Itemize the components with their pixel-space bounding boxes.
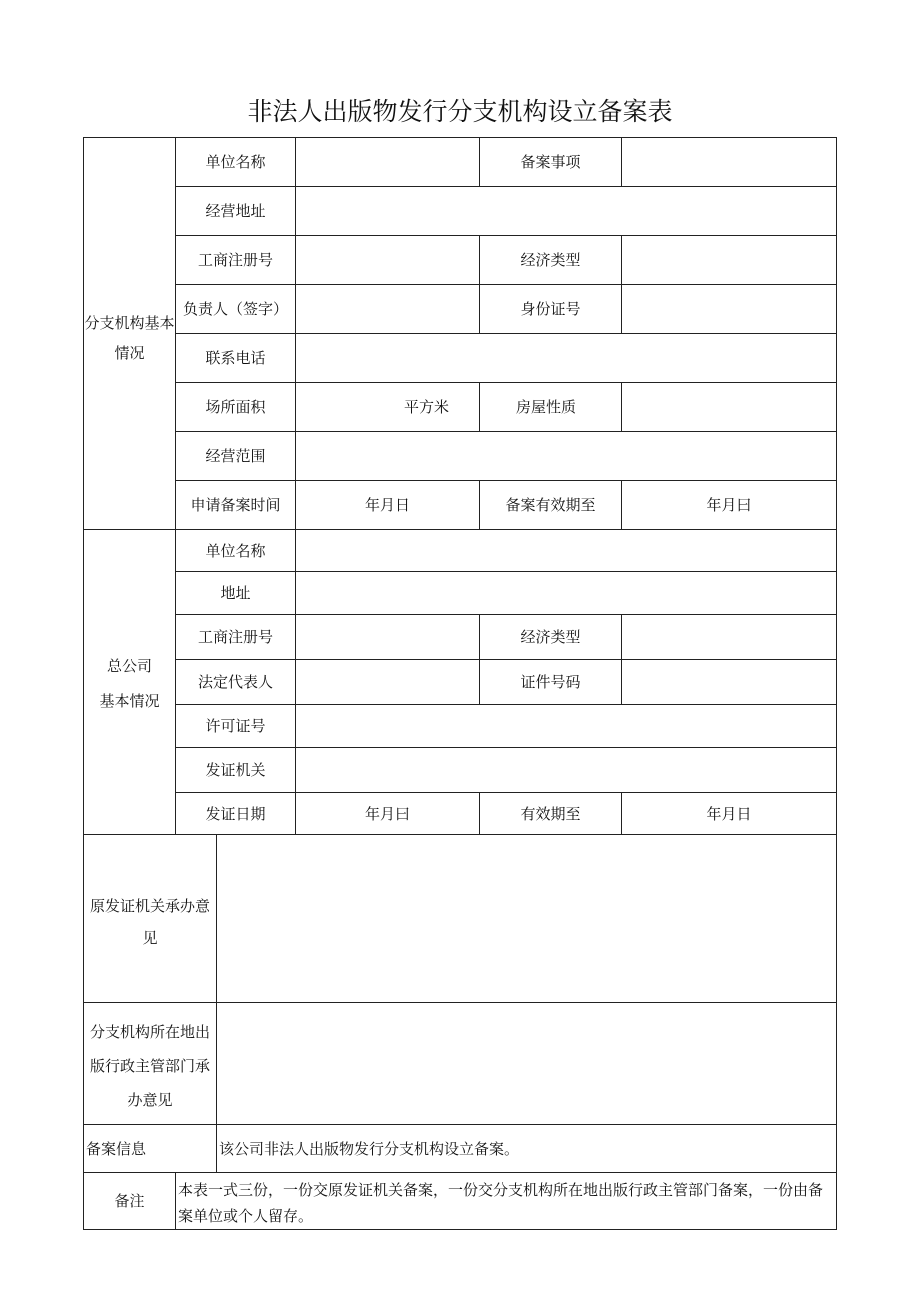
cert-no-field[interactable] (622, 660, 836, 704)
hq-address-field[interactable] (296, 572, 836, 614)
hq-reg-no-field[interactable] (296, 615, 479, 659)
original-issuer-opinion-field[interactable] (217, 835, 836, 1002)
branch-econ-type-label: 经济类型 (520, 251, 581, 269)
hq-section-label-line2: 基本情况 (99, 692, 160, 710)
filing-info-label: 备案信息 (86, 1139, 147, 1158)
business-address-label: 经营地址 (205, 202, 266, 220)
filing-item-field[interactable] (622, 138, 836, 186)
hq-unit-name-field[interactable] (296, 530, 836, 571)
local-authority-opinion-field[interactable] (217, 1003, 836, 1124)
original-issuer-opinion-label: 原发证机关承办意见 (89, 897, 210, 947)
filing-info-text: 该公司非法人出版物发行分支机构设立备案。 (219, 1139, 520, 1158)
hq-valid-until-label: 有效期至 (520, 804, 581, 823)
filing-item-label: 备案事项 (520, 153, 581, 171)
phone-label: 联系电话 (205, 349, 266, 367)
branch-reg-no-field[interactable] (296, 236, 479, 284)
phone-field[interactable] (296, 334, 836, 382)
business-scope-label: 经营范围 (205, 447, 266, 465)
branch-reg-no-label: 工商注册号 (197, 251, 273, 269)
branch-econ-type-field[interactable] (622, 236, 836, 284)
filing-valid-date-field[interactable]: 年月曰 (706, 496, 752, 514)
branch-section-label: 分支机构基本情况 (84, 314, 175, 362)
issuer-field[interactable] (296, 748, 836, 792)
hq-section-label-line1: 总公司 (106, 657, 152, 675)
hq-reg-no-label: 工商注册号 (197, 628, 273, 646)
cert-no-label: 证件号码 (520, 673, 581, 691)
license-no-field[interactable] (296, 705, 836, 747)
filing-valid-until-label: 备案有效期至 (505, 496, 596, 514)
issue-date-label: 发证日期 (205, 804, 266, 823)
house-nature-field[interactable] (622, 383, 836, 431)
business-scope-field[interactable] (296, 432, 836, 480)
id-number-field[interactable] (622, 285, 836, 333)
apply-date-field[interactable]: 年月日 (364, 496, 410, 514)
branch-unit-name-label: 单位名称 (205, 153, 266, 171)
legal-rep-label: 法定代表人 (197, 673, 273, 691)
id-number-label: 身份证号 (520, 300, 581, 318)
form-title: 非法人出版物发行分支机构设立备案表 (247, 97, 673, 126)
local-authority-opinion-label: 分支机构所在地出版行政主管部门承办意见 (89, 1023, 210, 1109)
area-label: 场所面积 (205, 398, 266, 416)
area-unit[interactable]: 平方米 (403, 398, 449, 416)
branch-unit-name-field[interactable] (296, 138, 479, 186)
house-nature-label: 房屋性质 (516, 398, 577, 416)
hq-unit-name-label: 单位名称 (205, 541, 266, 560)
hq-econ-type-field[interactable] (622, 615, 836, 659)
apply-time-label: 申请备案时间 (190, 496, 281, 514)
responsible-person-label: 负责人（签字） (182, 300, 288, 318)
issue-date-field[interactable]: 年月曰 (364, 804, 410, 823)
hq-econ-type-label: 经济类型 (520, 628, 581, 646)
issuer-label: 发证机关 (205, 761, 266, 779)
hq-address-label: 地址 (220, 584, 251, 602)
remarks-text: 本表一式三份，一份交原发证机关备案，一份交分支机构所在地出版行政主管部门备案，一份由备案单位或个人留存。 (178, 1181, 824, 1225)
legal-rep-field[interactable] (296, 660, 479, 704)
remarks-label: 备注 (114, 1192, 145, 1210)
responsible-person-field[interactable] (296, 285, 479, 333)
business-address-field[interactable] (296, 187, 836, 235)
license-no-label: 许可证号 (205, 717, 266, 735)
hq-valid-date-field[interactable]: 年月日 (706, 804, 752, 823)
